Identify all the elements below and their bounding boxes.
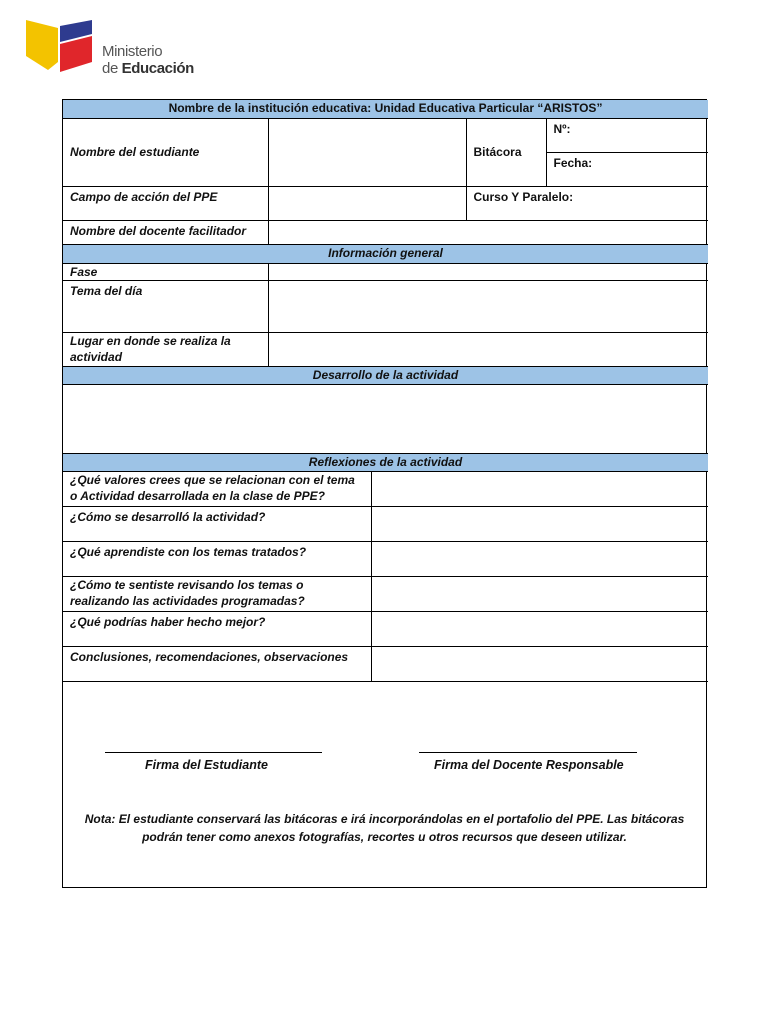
reflections-table bbox=[63, 472, 708, 683]
student-signature-line[interactable] bbox=[105, 752, 322, 753]
number-label[interactable]: Nº: bbox=[546, 118, 708, 152]
general-info-header: Información general bbox=[63, 244, 708, 263]
question-5: ¿Qué podrías haber hecho mejor? bbox=[63, 612, 371, 647]
answer-4[interactable] bbox=[371, 577, 708, 612]
note-text: Nota: El estudiante conservará las bitácoras e irá incorporándolas en el portafolio del PPE. Las bitácoras podrán tener como anexos fotografías, recortes u otros recursos que deseen utilizar. bbox=[84, 812, 685, 844]
logo-line-1: Ministerio bbox=[102, 43, 163, 60]
question-1: ¿Qué valores crees que se relacionan con el tema o Actividad desarrollada en la clase de PPE? bbox=[63, 472, 371, 507]
teacher-field[interactable] bbox=[268, 220, 708, 244]
place-label: Lugar en donde se realiza la actividad bbox=[63, 332, 268, 366]
student-name-label: Nombre del estudiante bbox=[63, 118, 268, 186]
student-name-field[interactable] bbox=[268, 118, 466, 186]
reflections-header: Reflexiones de la actividad bbox=[63, 453, 708, 471]
teacher-label: Nombre del docente facilitador bbox=[63, 220, 268, 244]
flag-emblem-icon bbox=[24, 16, 100, 74]
topic-label: Tema del día bbox=[63, 280, 268, 332]
answer-3[interactable] bbox=[371, 542, 708, 577]
question-2: ¿Cómo se desarrolló la actividad? bbox=[63, 507, 371, 542]
question-3: ¿Qué aprendiste con los temas tratados? bbox=[63, 542, 371, 577]
topic-field[interactable] bbox=[268, 280, 708, 332]
answer-1[interactable] bbox=[371, 472, 708, 507]
field-label: Campo de acción del PPE bbox=[63, 186, 268, 220]
field-value[interactable] bbox=[268, 186, 466, 220]
logo-line-2-prefix: de bbox=[102, 60, 122, 77]
answer-2[interactable] bbox=[371, 507, 708, 542]
development-header: Desarrollo de la actividad bbox=[63, 366, 708, 384]
signature-area bbox=[63, 682, 706, 890]
course-label[interactable]: Curso Y Paralelo: bbox=[466, 186, 708, 220]
phase-field[interactable] bbox=[268, 263, 708, 280]
place-field[interactable] bbox=[268, 332, 708, 366]
logo-line-2-bold: Educación bbox=[121, 60, 194, 77]
student-signature-label: Firma del Estudiante bbox=[145, 758, 268, 772]
teacher-signature-line[interactable] bbox=[419, 752, 637, 753]
institution-header: Nombre de la institución educativa: Unidad Educativa Particular “ARISTOS” bbox=[63, 100, 708, 118]
bitacora-label: Bitácora bbox=[466, 118, 546, 186]
answer-6[interactable] bbox=[371, 647, 708, 682]
question-6: Conclusiones, recomendaciones, observaciones bbox=[63, 647, 371, 682]
question-4: ¿Cómo te sentiste revisando los temas o realizando las actividades programadas? bbox=[63, 577, 371, 612]
ministry-logo bbox=[24, 16, 194, 80]
phase-label: Fase bbox=[63, 263, 268, 280]
logo-line-2 bbox=[102, 61, 194, 76]
bitacora-form bbox=[62, 99, 707, 888]
logo-text bbox=[102, 44, 194, 76]
development-area[interactable] bbox=[63, 384, 708, 453]
answer-5[interactable] bbox=[371, 612, 708, 647]
form-table-top bbox=[63, 100, 708, 472]
date-label[interactable]: Fecha: bbox=[546, 152, 708, 186]
teacher-signature-label: Firma del Docente Responsable bbox=[434, 758, 624, 772]
